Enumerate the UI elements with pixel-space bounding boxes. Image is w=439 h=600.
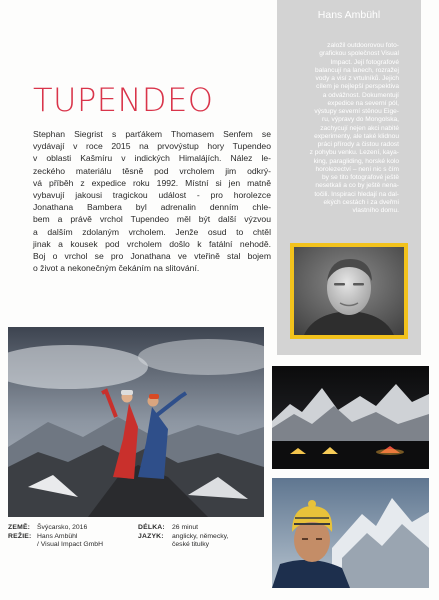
language-value: anglicky, německy, (172, 532, 229, 540)
bio-line: založil outdoorovou foto- (327, 42, 399, 49)
night-camp-photo (272, 366, 429, 469)
body-line: vá příběh z expedice roku 1992. Místní si jen matně (33, 177, 271, 188)
credits-labels-left (8, 524, 31, 541)
body-line: vydávají v roce 2015 na prvovýstup hory Tupendeo (33, 141, 271, 152)
bio-line: ru, výpravy do Mongolska, (322, 116, 399, 124)
summit-photo (8, 327, 264, 517)
director-portrait (294, 247, 404, 335)
bio-line: z pohybu venku. Lezení, kaya- (309, 149, 399, 157)
bio-line: balancují na lanech, rozražej (315, 66, 399, 74)
length-label: DÉLKA: (138, 524, 165, 531)
bio-line: točili. Inspiraci hledají na dal- (314, 190, 399, 198)
body-line: Boj o vrchol se pro Jonathana ve vteřině stal bojem (33, 251, 271, 262)
body-line: jinak a kousek pod vrcholem došlo k fatální nehodě. (33, 238, 271, 249)
article-body (33, 128, 271, 274)
bio-line: Impact. Její fotografové (330, 58, 399, 66)
director-bio-text (277, 42, 421, 215)
body-line: v oblasti Kašmíru v indických Himalájích. Nález le- (33, 153, 271, 164)
director-label: REŽIE: (8, 532, 32, 540)
body-line: zeckého materiálu těsně pod vrcholem jim odkrý- (33, 165, 271, 176)
director-name: Hans Ambühl (317, 9, 381, 21)
country-value: Švýcarsko, 2016 (37, 524, 88, 531)
credits-labels-right (138, 524, 165, 541)
country-label: ZEMĚ: (8, 524, 31, 531)
bio-line: zachycují nejen akci nabité (320, 124, 399, 132)
bio-line: experimenty, ale také klidnou (314, 132, 399, 140)
body-line: vybavují jakousi tragickou událost - pro horolezce (33, 190, 271, 201)
body-line: Jonathana Bambera byl adrenalin denním chle- (33, 202, 271, 213)
bio-line: vlastního domu. (352, 207, 399, 214)
body-line: o život a nekonečným čekáním na slitování. (33, 263, 200, 274)
body-line: a dalším zdolaným vrcholem. Jenže osud to chtěl (33, 226, 271, 237)
bio-line: horolezectví – není nic s čím (315, 165, 399, 173)
credits-values-left (37, 524, 103, 550)
article-title: TUPENDEO (33, 81, 214, 119)
bio-line: vody a visí z vrtulníků. Jejich (315, 75, 399, 82)
language-label: JAZYK: (138, 532, 164, 540)
bio-line: a odvážnost. Dokumentují (322, 91, 399, 99)
bio-line: výstupy severní stěnou Eige- (314, 108, 399, 115)
bio-line: grafickou společnost Visual (319, 50, 399, 58)
bio-line: ekých cestách i za dveřmi (323, 198, 399, 206)
bio-line: nesetkali a co by ještě nena- (315, 182, 399, 190)
bio-line: king, paragliding, horské kolo (313, 157, 399, 165)
director-company: / Visual Impact GmbH (37, 541, 103, 549)
director-value: Hans Ambühl (37, 532, 78, 540)
director-portrait-frame (290, 243, 408, 339)
body-line: Stephan Siegrist s parťákem Thomasem Senfem se (33, 129, 271, 139)
bio-line: by se tito fotografové ještě (322, 174, 399, 181)
subtitles-value: české titulky (172, 541, 210, 549)
length-value: 26 minut (172, 524, 199, 531)
body-line: bem a právě vrchol Tupendeo měl být další výzvou (33, 214, 271, 225)
bio-line: expedice na severní pól, (327, 99, 399, 107)
bio-line: práci přírody a čistou radost (317, 141, 399, 148)
bio-line: cílem je nejlepší perspektiva (316, 83, 399, 91)
climber-portrait-photo (272, 478, 429, 588)
credits-values-right (172, 524, 228, 550)
